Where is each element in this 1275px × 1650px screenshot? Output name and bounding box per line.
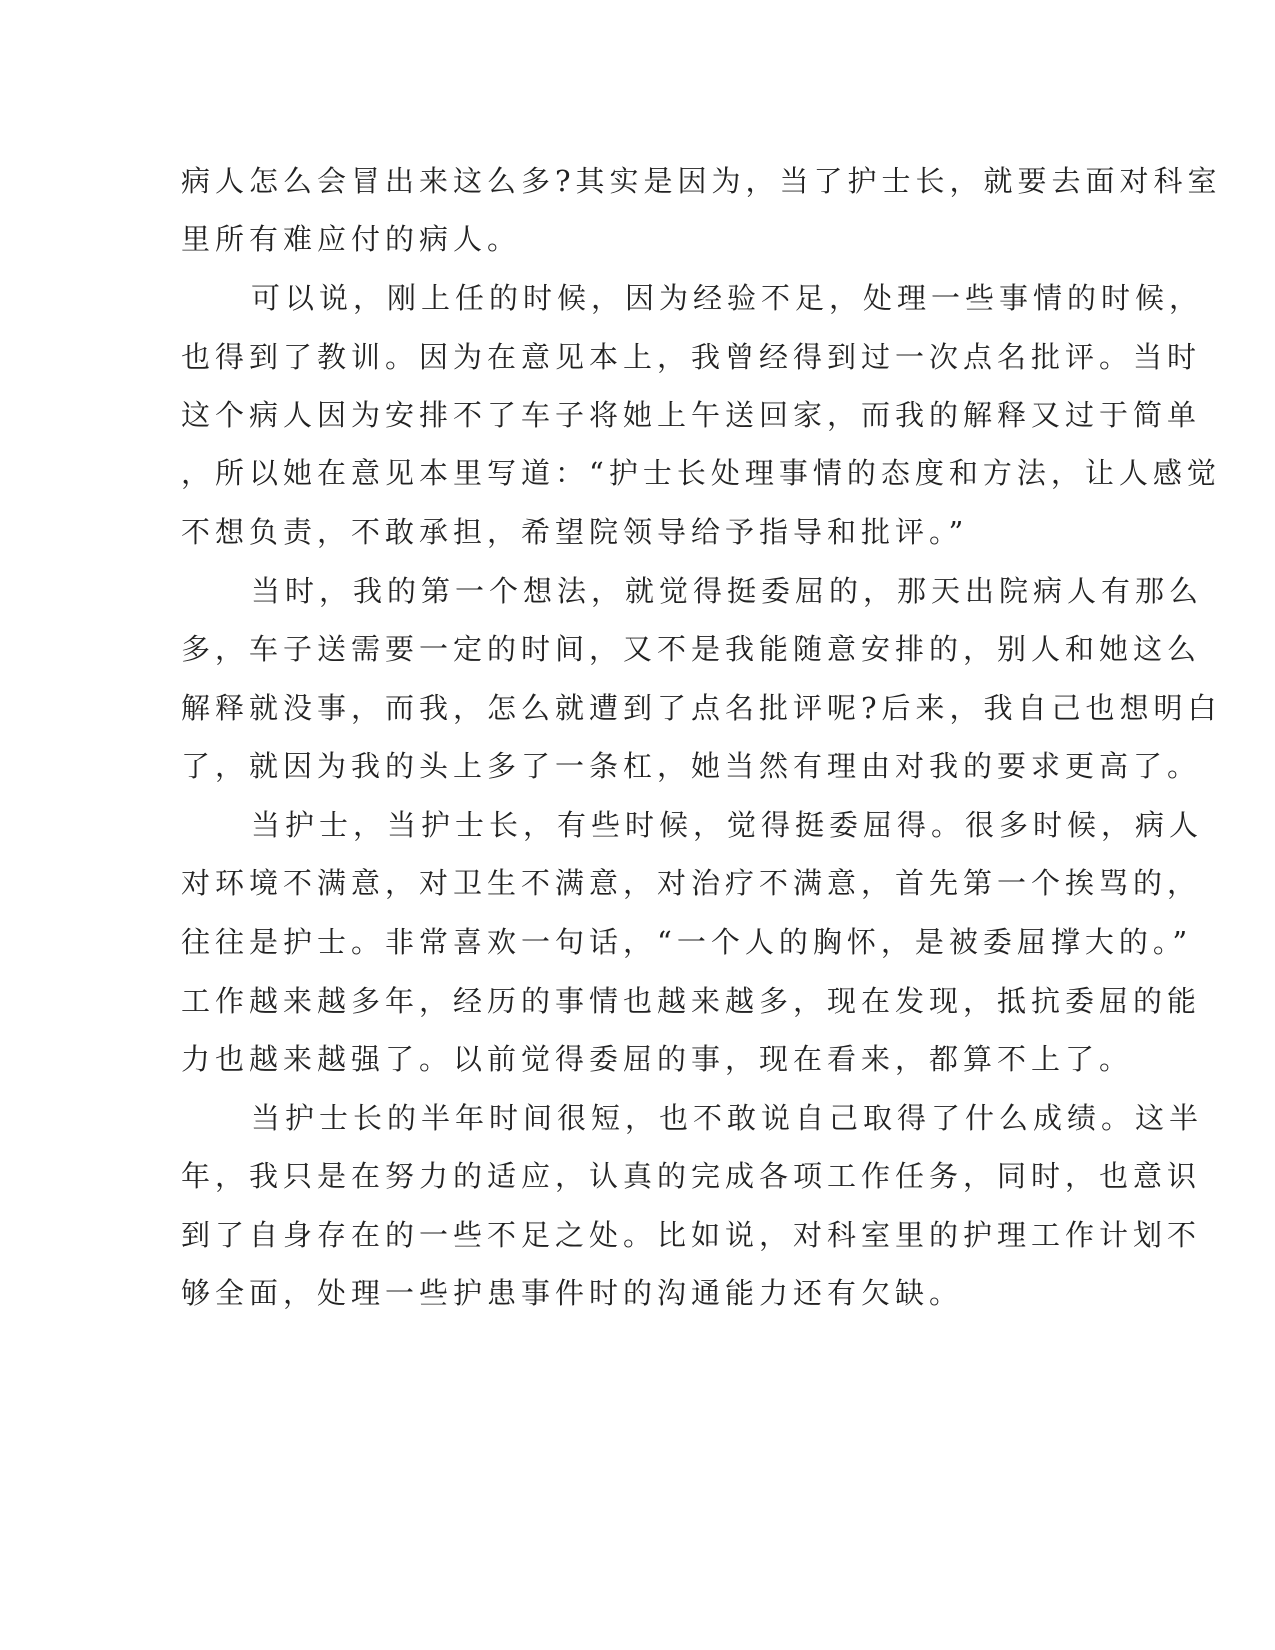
paragraph-first-line: 可以说，刚上任的时候，因为经验不足，处理一些事情的时候， [251,281,1204,315]
text-line: 不想负责，不敢承担，希望院领导给予指导和批评。” [181,515,969,549]
paragraph-first-line: 当护士，当护士长，有些时候，觉得挺委屈得。很多时候，病人 [251,808,1204,842]
text-line: 里所有难应付的病人。 [181,222,522,256]
text-line: ，所以她在意见本里写道：“护士长处理事情的态度和方法，让人感觉 [181,456,1221,490]
text-line: 够全面，处理一些护患事件时的沟通能力还有欠缺。 [181,1276,964,1310]
text-line: 也得到了教训。因为在意见本上，我曾经得到过一次点名批评。当时 [181,340,1202,374]
text-line: 对环境不满意，对卫生不满意，对治疗不满意，首先第一个挨骂的， [181,866,1202,900]
text-line: 病人怎么会冒出来这么多?其实是因为，当了护士长，就要去面对科室 [181,164,1222,198]
paragraph-first-line: 当时，我的第一个想法，就觉得挺委屈的，那天出院病人有那么 [251,574,1204,608]
text-line: 解释就没事，而我，怎么就遭到了点名批评呢?后来，我自己也想明白 [181,691,1222,725]
text-line: 工作越来越多年，经历的事情也越来越多，现在发现，抵抗委屈的能 [181,984,1202,1018]
text-line: 多，车子送需要一定的时间，又不是我能随意安排的，别人和她这么 [181,632,1202,666]
text-line: 到了自身存在的一些不足之处。比如说，对科室里的护理工作计划不 [181,1218,1202,1252]
text-line: 往往是护士。非常喜欢一句话，“一个人的胸怀，是被委屈撑大的。” [181,925,1193,959]
paragraph-first-line: 当护士长的半年时间很短，也不敢说自己取得了什么成绩。这半 [251,1101,1204,1135]
text-line: 年，我只是在努力的适应，认真的完成各项工作任务，同时，也意识 [181,1159,1202,1193]
text-line: 力也越来越强了。以前觉得委屈的事，现在看来，都算不上了。 [181,1042,1134,1076]
text-line: 这个病人因为安排不了车子将她上午送回家，而我的解释又过于简单 [181,398,1202,432]
text-line: 了，就因为我的头上多了一条杠，她当然有理由对我的要求更高了。 [181,749,1202,783]
